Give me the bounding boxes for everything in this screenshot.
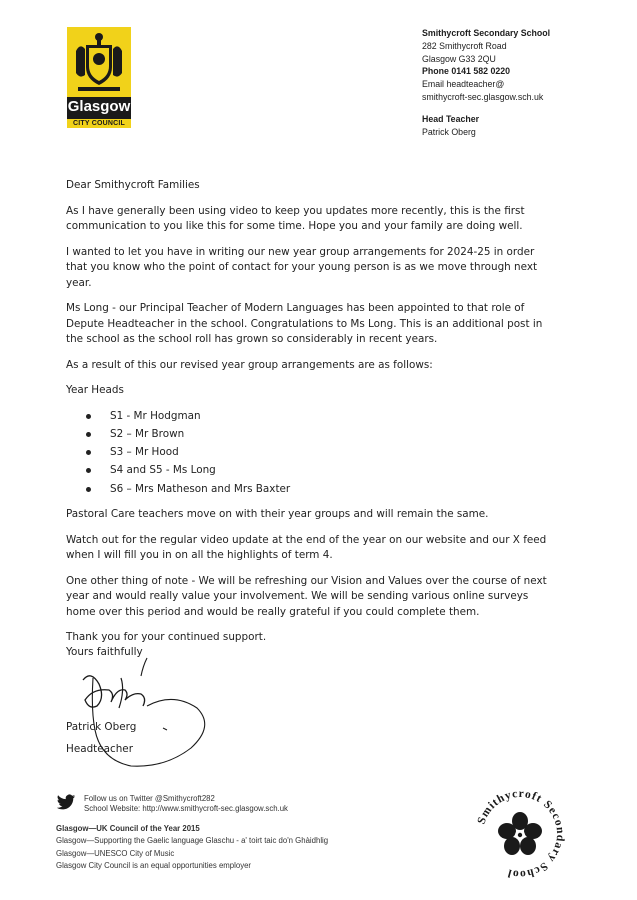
school-address-block — [422, 27, 550, 138]
list-item: S1 - Mr Hodgman — [110, 409, 556, 425]
letter-greeting: Dear Smithycroft Families — [66, 179, 200, 191]
list-item: S6 – Mrs Matheson and Mrs Baxter — [110, 482, 556, 498]
year-heads-list — [66, 409, 556, 498]
signer-title: Headteacher — [66, 743, 133, 755]
glasgow-city-council-logo — [67, 27, 131, 128]
year-heads-label: Year Heads — [66, 384, 124, 396]
letter-paragraph-3: Ms Long - our Principal Teacher of Modern Languages has been appointed to that role of Depute Headteacher in the school. Congratulations to Ms Long. This is an additional post in the school as the school roll has grown so considerably in recent years. — [66, 302, 543, 345]
logo-wordmark: Glasgow — [67, 97, 131, 119]
address-line-1: 282 Smithycroft Road — [422, 40, 507, 51]
address-line-2: Glasgow G33 2QU — [422, 53, 496, 64]
unesco-line: Glasgow—UNESCO City of Music — [56, 848, 175, 858]
letter-paragraph-4: As a result of this our revised year group arrangements are as follows: — [66, 358, 433, 371]
smithycroft-school-seal — [470, 784, 570, 884]
signer-name: Patrick Oberg — [66, 721, 137, 733]
head-teacher-role: Head Teacher — [422, 113, 480, 124]
letter-paragraph-2: I wanted to let you have in writing our new year group arrangements for 2024-25 in order that you know who the point of contact for your young person is as we move through next year. — [66, 245, 538, 289]
seal-text: Smithycroft Secondary School — [475, 787, 567, 881]
twitter-handle: Follow us on Twitter @Smithycroft282 — [84, 794, 215, 803]
council-award: Glasgow—UK Council of the Year 2015 — [56, 823, 200, 833]
letter-paragraph-6: Watch out for the regular video update at the end of the year on our website and our X feed when I will fill you in on all the highlights of term 4. — [66, 533, 547, 562]
list-item: S3 – Mr Hood — [110, 445, 556, 461]
letter-paragraph-8: Thank you for your continued support. — [66, 631, 267, 644]
school-phone: Phone 0141 582 0220 — [422, 66, 511, 77]
equal-opportunities-line: Glasgow City Council is an equal opportunities employer — [56, 861, 252, 871]
closing-line: Yours faithfully — [66, 646, 143, 658]
coat-of-arms-icon — [67, 27, 131, 97]
letter-paragraph-7: One other thing of note - We will be refreshing our Vision and Values over the course of next year and would really value your involvement. We will be sending various online surveys home over this period and would be really grateful if you could complete them. — [66, 574, 547, 618]
logo-subtitle: CITY COUNCIL — [67, 119, 131, 128]
school-email-domain: smithycroft-sec.glasgow.sch.uk — [422, 91, 544, 102]
letter-body — [66, 178, 556, 656]
letter-paragraph-5: Pastoral Care teachers move on with their year groups and will remain the same. — [66, 508, 489, 521]
letter-footer — [56, 794, 328, 872]
handwritten-signature — [55, 650, 215, 775]
gaelic-line: Glasgow—Supporting the Gaelic language Glaschu - a' toirt taic do'n Ghàidhlig — [56, 836, 329, 846]
letter-paragraph-1: As I have generally been using video to keep you updates more recently, this is the first communication to you like this for some time. Hope you and your family are doing well. — [66, 204, 525, 232]
school-website: School Website: http://www.smithycroft-sec.glasgow.sch.uk — [84, 804, 288, 814]
list-item: S4 and S5 - Ms Long — [110, 463, 556, 479]
twitter-bird-icon — [56, 794, 76, 811]
school-name: Smithycroft Secondary School — [422, 28, 551, 38]
list-item: S2 – Mr Brown — [110, 427, 556, 443]
school-email-label: Email headteacher@ — [422, 79, 505, 90]
head-teacher-name: Patrick Oberg — [422, 126, 476, 137]
